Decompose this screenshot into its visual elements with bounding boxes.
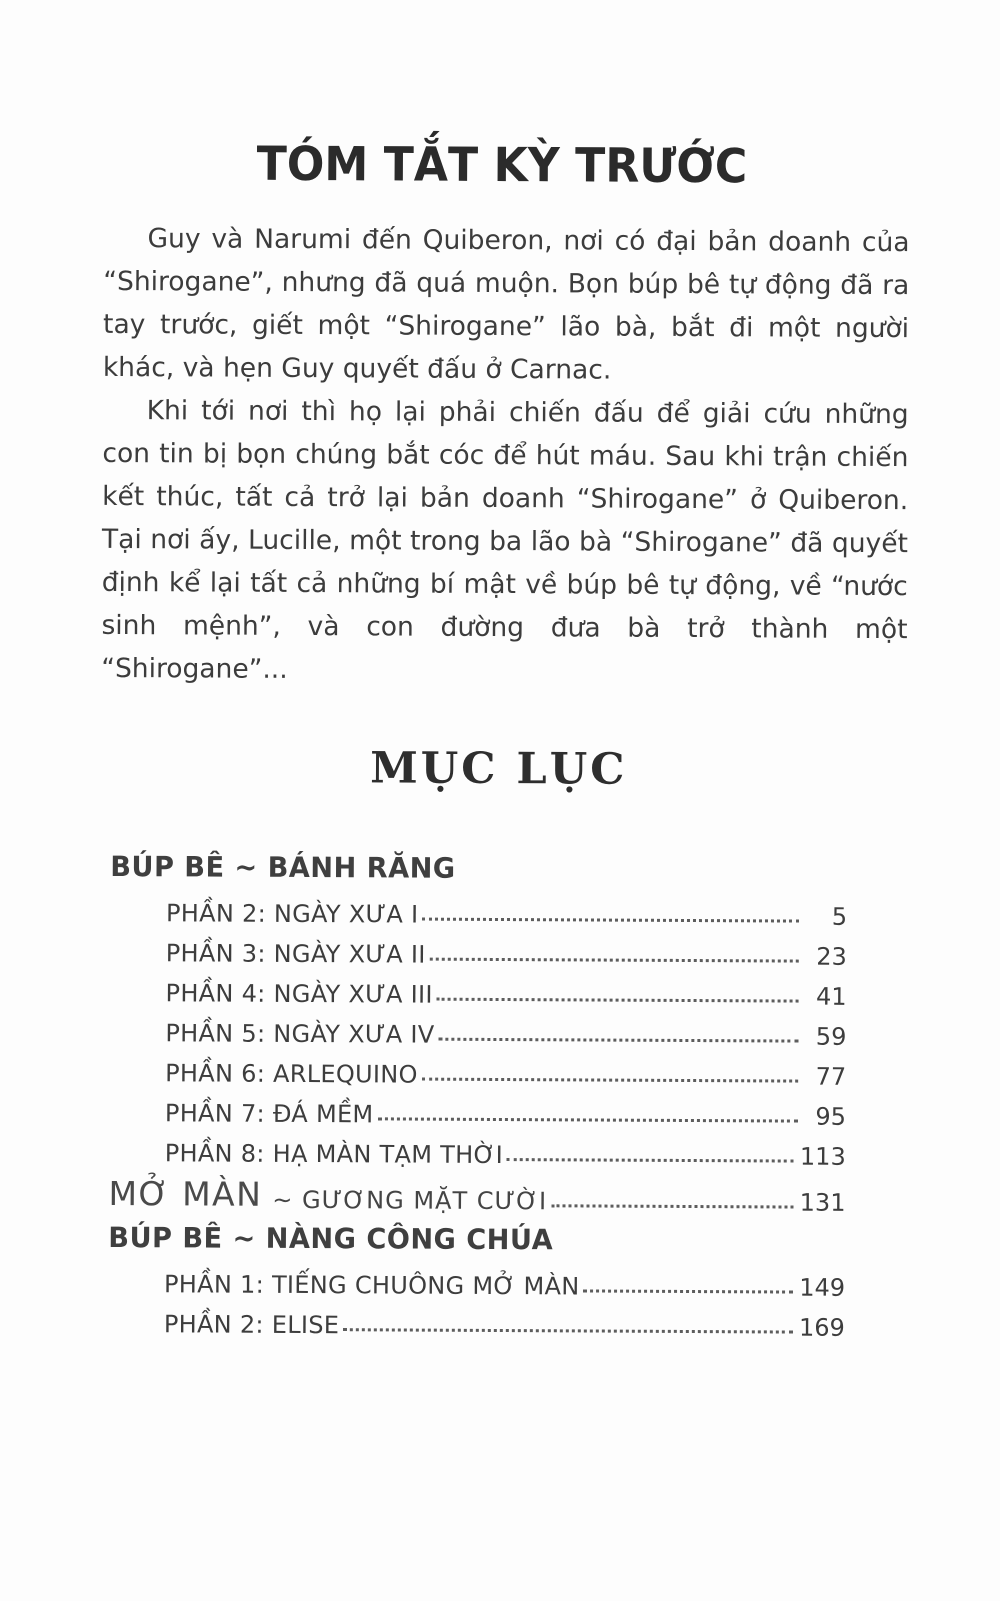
leader-dots <box>377 1117 797 1122</box>
toc-page-number: 131 <box>799 1188 846 1217</box>
toc-chapter-row <box>165 1127 846 1171</box>
toc-chapter-label: PHẦN 4: NGÀY XƯA III <box>165 979 433 1009</box>
leader-dots <box>422 1078 798 1083</box>
leader-dots <box>551 1204 794 1208</box>
toc-feature-label-main: MỞ MÀN <box>108 1173 263 1214</box>
toc-chapter-label: PHẦN 6: ARLEQUINO <box>165 1059 418 1089</box>
toc-chapter-row <box>166 887 847 931</box>
toc-chapter-label: PHẦN 1: TIẾNG CHUÔNG MỞ MÀN <box>164 1270 580 1301</box>
toc-chapter-label: PHẦN 8: HẠ MÀN TẠM THỜI <box>164 1139 504 1170</box>
recap-paragraph-1: Guy và Narumi đến Quiberon, nơi có đại bản doanh của “Shirogane”, nhưng đã quá muộn. Bọn búp bê tự động đã ra tay trước, giết một “Shirogane” lão bà, bắt đi một người khác, và hẹn Guy quyết đấu ở Carnac. <box>102 223 910 386</box>
toc-title: MỤC LỤC <box>370 743 628 795</box>
toc-chapter-row <box>165 1087 846 1131</box>
toc-chapter-row <box>165 1047 846 1091</box>
toc-chapter-label: PHẦN 7: ĐÁ MỀM <box>164 1099 374 1129</box>
leader-dots <box>507 1158 794 1163</box>
recap-body <box>101 217 909 694</box>
toc-page-number: 5 <box>831 902 848 931</box>
toc-chapter-label: PHẦN 3: NGÀY XƯA II <box>165 939 426 969</box>
toc-page-number: 149 <box>799 1273 846 1302</box>
toc-chapter-label: PHẦN 2: NGÀY XƯA I <box>165 899 419 929</box>
recap-title: TÓM TẮT KỲ TRƯỚC <box>256 136 748 195</box>
toc-page-number: 169 <box>798 1313 845 1342</box>
toc-entries <box>108 850 848 1342</box>
toc-chapter-row <box>166 967 847 1011</box>
toc-chapter-row <box>164 1258 845 1302</box>
leader-dots <box>584 1289 794 1293</box>
toc-feature-row <box>108 1167 845 1217</box>
toc-section-heading: BÚP BÊ ~ BÁNH RĂNG <box>110 849 456 885</box>
toc-page-number: 23 <box>816 942 847 971</box>
toc-chapter-row <box>164 1298 845 1342</box>
recap-paragraph-2: Khi tới nơi thì họ lại phải chiến đấu để giải cứu những con tin bị bọn chúng bắt cóc để hút máu. Sau khi trận chiến kết thúc, tất cả trở lại bản doanh “Shirogane” ở Quiberon. Tại nơi ấy, Lucille, một trong ba lão bà “Shirogane” đã quyết định kể lại tất cả những bí mật về búp bê tự động, về “nước sinh mệnh”, và con đường đưa bà trở thành một “Shirogane”... <box>101 395 909 685</box>
toc-feature-label-sub: ~ GƯƠNG MẶT CƯỜI <box>272 1185 548 1216</box>
toc-page-number: 113 <box>799 1142 846 1171</box>
toc-chapter-label: PHẦN 5: NGÀY XƯA IV <box>165 1019 435 1049</box>
leader-dots <box>422 918 799 923</box>
toc-page-number: 77 <box>815 1062 847 1091</box>
toc-page-number: 59 <box>815 1022 847 1051</box>
leader-dots <box>437 998 799 1003</box>
leader-dots <box>439 1038 799 1043</box>
toc-section-heading: BÚP BÊ ~ NÀNG CÔNG CHÚA <box>108 1220 554 1257</box>
toc-page-number: 41 <box>815 982 847 1011</box>
leader-dots <box>430 958 799 963</box>
toc-chapter-label: PHẦN 2: ELISE <box>163 1310 340 1340</box>
toc-chapter-row <box>165 1007 846 1051</box>
toc-chapter-row <box>166 927 847 971</box>
leader-dots <box>343 1328 793 1333</box>
toc-page-number: 95 <box>815 1102 847 1131</box>
